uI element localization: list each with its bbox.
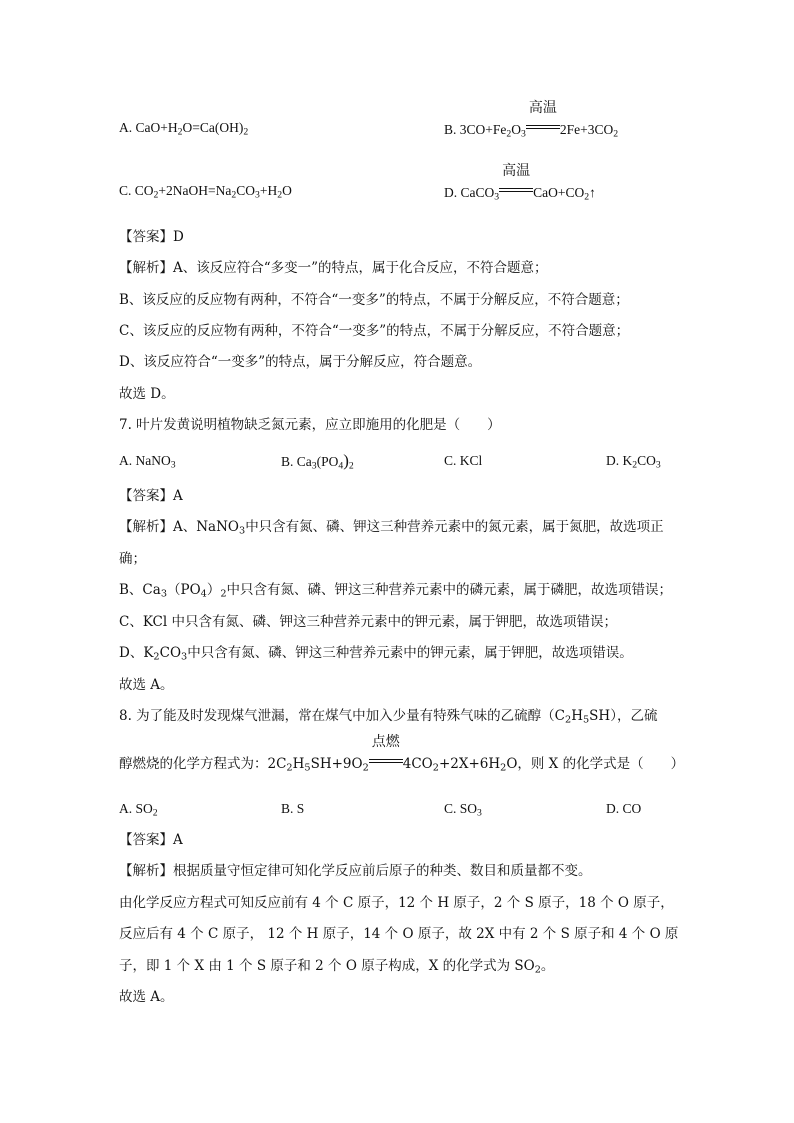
q8-option-a: A. $SO_2$ xyxy=(119,801,158,819)
q7-option-d: D. $K_2CO_3$ xyxy=(606,453,661,471)
q7-choose: 故选 A。 xyxy=(119,677,174,693)
q7-analysis-line: C、KCl 中只含有氮、磷、钾这三种营养元素中的钾元素，属于钾肥，故选项错误； xyxy=(119,614,617,630)
q8-answer: 【答案】A xyxy=(119,832,183,848)
q6-analysis-line: 故选 D。 xyxy=(119,386,175,402)
q7-option-a: A. NaNO$_3$ xyxy=(119,453,176,471)
q7-stem: 7. 叶片发黄说明植物缺乏氮元素，应立即施用的化肥是（ ） xyxy=(119,417,501,433)
q6-option-c: C. $CO_2+2NaOH=Na_2CO_3+H_2O$ xyxy=(119,183,292,201)
q8-stem-line: 醇燃烧的化学方程式为：$2C_2H_5SH+9O_2$ 点燃 $4CO_2+2X+6H_2O$，则 X 的化学式是（ ） xyxy=(119,734,685,774)
q8-analysis-line: 子，即 1 个 X 由 1 个 S 原子和 2 个 O 原子构成，X 的化学式为 $SO_2$。 xyxy=(119,958,555,976)
reaction-condition: 高温 xyxy=(526,118,560,134)
reaction-condition: 高温 xyxy=(499,181,533,197)
q7-analysis-line: D、$K_2CO_3$中只含有氮、磷、钾这三种营养元素中的钾元素，属于钾肥，故选项错误。 xyxy=(119,645,633,663)
q6-option-d: D. CaCO$_3$ 高温 $CaO+CO_2↑$ xyxy=(444,163,596,203)
q7-option-b: B. $Ca_3(PO_4)_2$ xyxy=(281,451,354,472)
q7-analysis-line: 【解析】A、NaNO$_3$中只含有氮、磷、钾这三种营养元素中的氮元素，属于氮肥，故选项正 xyxy=(119,519,664,537)
q7-analysis-line: 确； xyxy=(119,551,146,567)
q8-choose: 故选 A。 xyxy=(119,989,174,1005)
q7-option-c: C. KCl xyxy=(444,453,483,468)
q7-analysis-line: B、$Ca_3(PO_4)_2$中只含有氮、磷、钾这三种营养元素中的磷元素，属于磷肥，故选项错误； xyxy=(119,582,673,600)
q6-analysis-line: C、该反应的反应物有两种，不符合“一变多”的特点，不属于分解反应，不符合题意； xyxy=(119,323,630,339)
q6-answer: 【答案】D xyxy=(119,229,184,245)
q6-analysis-line: 【解析】A、该反应符合“多变一”的特点，属于化合反应，不符合题意； xyxy=(119,260,548,276)
q8-analysis-line: 【解析】根据质量守恒定律可知化学反应前后原子的种类、数目和质量都不变。 xyxy=(119,863,592,879)
reaction-condition: 点燃 xyxy=(369,752,403,768)
q8-option-d: D. CO xyxy=(606,801,642,816)
q8-analysis-line: 反应后有 4 个 C 原子， 12 个 H 原子，14 个 O 原子，故 2X 中有 2 个 S 原子和 4 个 O 原 xyxy=(119,926,679,942)
q7-answer: 【答案】A xyxy=(119,488,183,504)
q6-option-b: B. $3CO+Fe_2O_3$ 高温 $2Fe+3CO_2$ xyxy=(444,100,619,140)
q8-analysis-line: 由化学反应方程式可知反应前有 4 个 C 原子，12 个 H 原子，2 个 S 原子，18 个 O 原子， xyxy=(119,895,674,911)
q6-option-a: A. $CaO+H_2O=Ca(OH)_2$ xyxy=(119,120,249,138)
q8-option-b: B. S xyxy=(281,801,305,816)
q6-analysis-line: D、该反应符合“一变多”的特点，属于分解反应，符合题意。 xyxy=(119,354,482,370)
q6-analysis-line: B、该反应的反应物有两种，不符合“一变多”的特点，不属于分解反应，不符合题意； xyxy=(119,292,629,308)
q8-option-c: C. $SO_3$ xyxy=(444,801,482,819)
q8-stem-line: 8. 为了能及时发现煤气泄漏，常在煤气中加入少量有特殊气味的乙硫醇$(C_2H_5SH)$，乙硫 xyxy=(119,708,658,726)
